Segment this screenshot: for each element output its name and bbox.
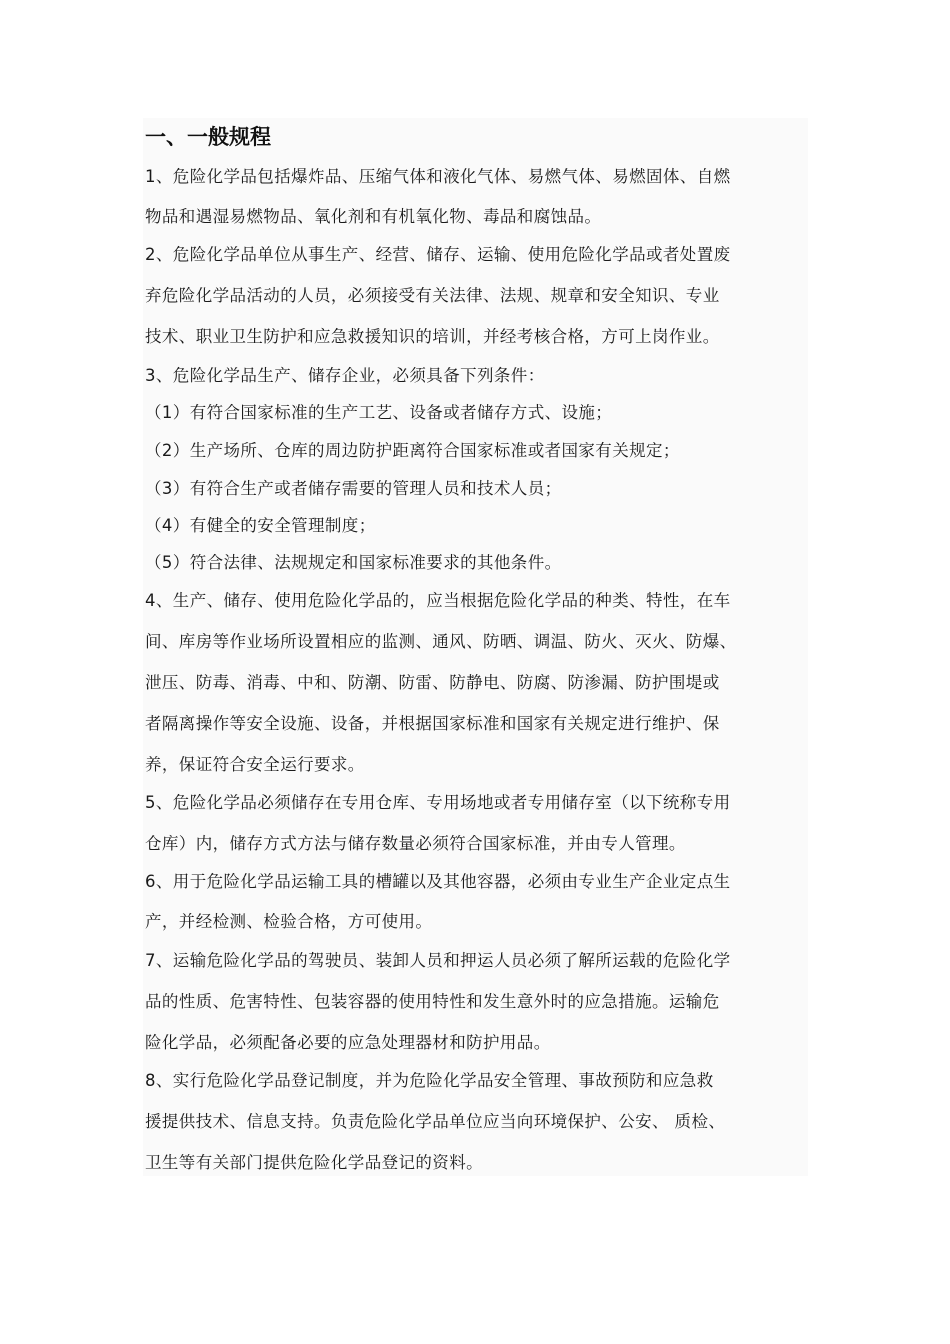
text-line: 者隔离操作等安全设施、设备，并根据国家标准和国家有关规定进行维护、保 [145,714,720,733]
text-line: 6、用于危险化学品运输工具的槽罐以及其他容器，必须由专业生产企业定点生 [145,872,731,891]
text-line: 险化学品，必须配备必要的应急处理器材和防护用品。 [145,1033,551,1052]
text-line: 技术、职业卫生防护和应急救援知识的培训，并经考核合格，方可上岗作业。 [145,327,720,346]
text-line: 援提供技术、信息支持。负责危险化学品单位应当向环境保护、公安、 质检、 [145,1112,726,1131]
text-line: 品的性质、危害特性、包装容器的使用特性和发生意外时的应急措施。运输危 [145,992,720,1011]
text-line: 1、危险化学品包括爆炸品、压缩气体和液化气体、易燃气体、易燃固体、自燃 [145,167,731,186]
section-heading: 一、一般规程 [145,125,271,149]
text-line: 2、危险化学品单位从事生产、经营、储存、运输、使用危险化学品或者处置废 [145,245,731,264]
list-item: （1）有符合国家标准的生产工艺、设备或者储存方式、设施； [145,403,613,422]
text-line: 仓库）内，储存方式方法与储存数量必须符合国家标准，并由专人管理。 [145,834,686,853]
text-line: 物品和遇湿易燃物品、氧化剂和有机氧化物、毒品和腐蚀品。 [145,207,602,226]
list-item: （3）有符合生产或者储存需要的管理人员和技术人员； [145,479,562,498]
text-line: 3、危险化学品生产、储存企业，必须具备下列条件： [145,366,545,385]
text-line: 养，保证符合安全运行要求。 [145,755,365,774]
text-line: 5、危险化学品必须储存在专用仓库、专用场地或者专用储存室（以下统称专用 [145,793,731,812]
text-line: 4、生产、储存、使用危险化学品的，应当根据危险化学品的种类、特性，在车 [145,591,731,610]
text-line: 弃危险化学品活动的人员，必须接受有关法律、法规、规章和安全知识、专业 [145,286,720,305]
list-item: （4）有健全的安全管理制度； [145,516,376,535]
text-line: 间、库房等作业场所设置相应的监测、通风、防晒、调温、防火、灭火、防爆、 [145,632,737,651]
text-line: 7、运输危险化学品的驾驶员、装卸人员和押运人员必须了解所运载的危险化学 [145,951,731,970]
text-line: 泄压、防毒、消毒、中和、防潮、防雷、防静电、防腐、防渗漏、防护围堤或 [145,673,720,692]
text-line: 产，并经检测、检验合格，方可使用。 [145,912,433,931]
list-item: （5）符合法律、法规规定和国家标准要求的其他条件。 [145,553,562,572]
text-line: 卫生等有关部门提供危险化学品登记的资料。 [145,1153,483,1172]
text-line: 8、实行危险化学品登记制度，并为危险化学品安全管理、事故预防和应急救 [145,1071,714,1090]
list-item: （2）生产场所、仓库的周边防护距离符合国家标准或者国家有关规定； [145,441,680,460]
